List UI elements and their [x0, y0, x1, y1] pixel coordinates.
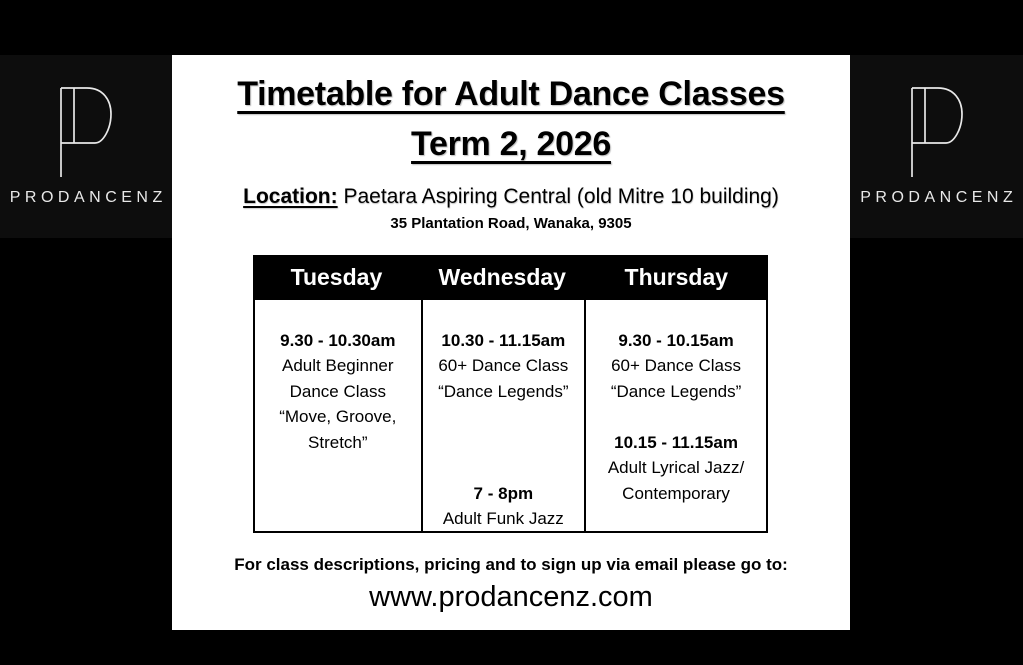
- class-time: 9.30 - 10.15am: [618, 330, 734, 350]
- logo-panel-left: [0, 55, 172, 238]
- flyer-panel: [172, 55, 850, 630]
- website-url: www.prodancenz.com: [369, 581, 653, 613]
- day-header-thursday: Thursday: [624, 264, 729, 290]
- timetable-column-wednesday: [421, 300, 585, 531]
- cell-line: [423, 455, 585, 481]
- class-time: 10.30 - 11.15am: [441, 330, 566, 350]
- logo-panel-right: [850, 55, 1023, 238]
- class-time: 7 - 8pm: [473, 483, 534, 503]
- flyer-title-line1: Timetable for Adult Dance Classes: [237, 75, 785, 113]
- cell-line: [423, 430, 585, 456]
- class-name: Contemporary: [622, 483, 730, 503]
- day-header-wednesday: Wednesday: [438, 264, 566, 290]
- class-time: 9.30 - 10.30am: [280, 330, 396, 350]
- class-time: 10.15 - 11.15am: [614, 432, 738, 452]
- class-name: Stretch”: [308, 432, 368, 452]
- prodancenz-monogram-icon: [907, 85, 967, 181]
- cell-line: [423, 302, 585, 328]
- cell-line: [255, 302, 421, 328]
- location-label: Location:: [243, 185, 338, 208]
- class-name: “Dance Legends”: [610, 381, 742, 401]
- class-name: “Move, Groove,: [279, 407, 397, 426]
- class-name: “Dance Legends”: [438, 381, 569, 401]
- location-line: [172, 185, 850, 209]
- timetable-column-thursday: [584, 300, 766, 531]
- timetable-body: [253, 300, 768, 533]
- class-name: Adult Beginner: [282, 356, 394, 375]
- class-name: Adult Funk Jazz: [442, 509, 564, 528]
- cell-line: [586, 404, 766, 430]
- timetable-column-tuesday: [255, 300, 421, 531]
- class-name: Dance Class: [289, 381, 386, 401]
- cell-line: [423, 404, 585, 430]
- brand-wordmark-right: PRODANCENZ: [860, 189, 1018, 206]
- timetable-header-row: [253, 255, 768, 300]
- class-name: 60+ Dance Class: [438, 356, 569, 375]
- class-name: Adult Lyrical Jazz/: [607, 458, 745, 477]
- address-line: 35 Plantation Road, Wanaka, 9305: [390, 215, 632, 232]
- prodancenz-monogram-icon: [56, 85, 116, 181]
- flyer-title-line2: Term 2, 2026: [411, 125, 611, 163]
- footer-note: For class descriptions, pricing and to sign up via email please go to:: [234, 555, 788, 574]
- day-header-tuesday: Tuesday: [290, 264, 383, 290]
- brand-wordmark-left: PRODANCENZ: [9, 189, 167, 206]
- timetable: [253, 255, 768, 533]
- location-value: Paetara Aspiring Central (old Mitre 10 building): [337, 185, 779, 208]
- class-name: 60+ Dance Class: [611, 356, 741, 375]
- cell-line: [586, 302, 766, 328]
